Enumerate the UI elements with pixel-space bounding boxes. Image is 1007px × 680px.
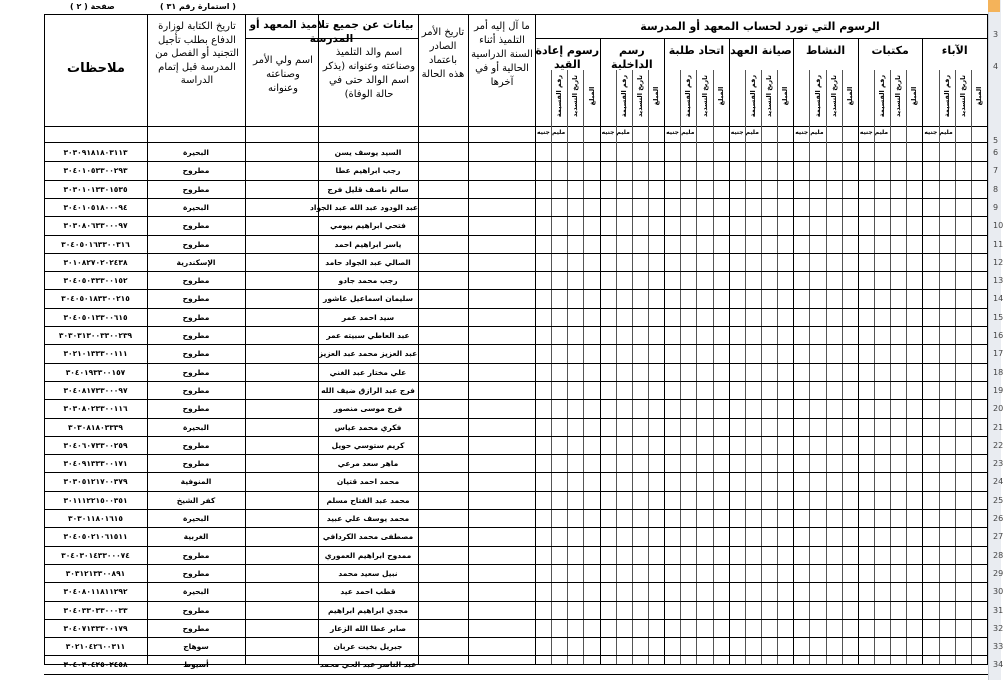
table-row[interactable] [0, 655, 988, 674]
row-number[interactable]: 16 [993, 331, 1004, 340]
national-id-cell[interactable]: ٣٠٣٠٥١٢١٧٠٠٣٧٩ [63, 477, 128, 487]
table-row[interactable] [0, 582, 988, 601]
fees-header-rule [535, 38, 987, 39]
row-number[interactable]: 31 [993, 605, 1004, 615]
student-name-cell[interactable]: كريم ستوسي حويل [331, 440, 405, 450]
national-id-cell[interactable]: ٣٠٤٠٥٠١٦٣٣٠٠٣١٦ [61, 239, 130, 249]
student-name-cell[interactable]: ممدوح ابراهيم العموري [324, 550, 412, 560]
governorate-cell[interactable]: مطروح [182, 239, 210, 249]
national-id-cell[interactable]: ٣٠٣٠٨٠٦٣٣٠٠٠٩٧ [63, 221, 128, 231]
table-row[interactable] [0, 308, 988, 327]
table-top-border [44, 14, 988, 15]
governorate-cell[interactable]: مطروح [182, 550, 210, 560]
student-name-cell[interactable]: مجدي ابراهيم ابراهيم [327, 605, 408, 615]
fee-unit-label: مليم جنيه [730, 129, 759, 136]
row-number[interactable]: 12 [993, 257, 1004, 267]
student-name-cell[interactable]: عبد العزيز محمد عبد العزيز [318, 349, 418, 359]
governorate-cell[interactable]: مطروح [182, 276, 210, 286]
governorate-cell[interactable]: مطروح [182, 184, 210, 194]
national-id-cell[interactable]: ٣٠٣٠٩١٨١٨٠٣١١٣ [63, 148, 128, 157]
row-number[interactable]: 9 [993, 202, 999, 212]
governorate-cell[interactable]: مطروح [182, 568, 210, 578]
fee-sub-label: رقم القسيمة [942, 74, 951, 118]
governorate-cell[interactable]: مطروح [182, 349, 210, 359]
fee-sub-label: تاريخ التسديد [765, 75, 774, 117]
student-name-cell[interactable]: فكري محمد عياس [334, 422, 402, 432]
governorate-cell[interactable]: مطروح [182, 404, 210, 414]
row-number[interactable]: 11 [993, 239, 1004, 249]
fee-sub-label: رقم القسيمة [878, 74, 887, 118]
row-number[interactable]: 19 [993, 385, 1004, 395]
student-name-cell[interactable]: فتحي ابراهيم بيومي [330, 221, 406, 231]
student-name-cell[interactable]: السيد يوسف يسن [334, 148, 402, 157]
fee-sub-label: المبلغ [587, 86, 596, 106]
national-id-cell[interactable]: ٣٠٤٠٣٣٠٣٣٠٠٠٣٣ [63, 605, 128, 615]
header-letter-date: تاريخ الكتابة لوزارة الدفاع بطلب تأجيل التجنيد أو الفصل من المدرسة قبل إتمام الدراسة [155, 21, 239, 86]
fee-unit-label: مليم جنيه [859, 129, 889, 136]
student-name-cell[interactable]: مصطفى محمد الكردافي [322, 532, 414, 542]
table-row[interactable] [0, 418, 988, 437]
row-number[interactable]: 15 [993, 312, 1004, 322]
header-bottom-border [44, 126, 988, 127]
governorate-cell[interactable]: مطروح [182, 294, 210, 304]
row-number[interactable]: 30 [993, 587, 1004, 597]
row-number[interactable]: 10 [993, 221, 1004, 231]
governorate-cell[interactable]: مطروح [182, 605, 210, 615]
table-row[interactable] [0, 289, 988, 308]
row-number[interactable]: 13 [993, 276, 1004, 286]
table-row[interactable] [0, 180, 988, 199]
fee-sub-label: رقم القسيمة [684, 74, 693, 118]
table-row[interactable] [0, 436, 988, 455]
table-row[interactable] [0, 271, 988, 290]
governorate-cell[interactable]: مطروح [182, 623, 210, 633]
student-name-cell[interactable]: علي مختار عبد الغني [329, 367, 407, 377]
student-name-cell[interactable]: قطب احمد عيد [340, 587, 396, 597]
row-number[interactable]: 22 [993, 440, 1004, 450]
fee-unit-label: مليم جنيه [795, 129, 824, 136]
fee-unit-label: مليم جنيه [537, 129, 566, 136]
fee-sub-label: تاريخ التسديد [635, 75, 644, 117]
header-student: اسم والد التلميذ وصناعته وعنوانه (يذكر اسم الوالد حتى في حالة الوفاة) [322, 47, 416, 100]
table-row[interactable] [0, 143, 988, 162]
row-number[interactable]: 33 [993, 642, 1004, 652]
fee-sub-label: المبلغ [652, 86, 661, 106]
governorate-cell[interactable]: سوهاج [183, 642, 209, 652]
student-name-cell[interactable]: رجب ابراهيم عطا [335, 166, 401, 176]
row-number[interactable]: 8 [993, 184, 999, 194]
student-name-cell[interactable]: سليمان اسماعيل عاشور [323, 294, 413, 304]
student-name-cell[interactable]: محمد عبد الفتاح مسلم [326, 495, 410, 505]
national-id-cell[interactable]: ٣٠٤٠٣٠٤٢٥٠٢٤٥٨ [63, 660, 128, 670]
fee-sub-label: المبلغ [974, 86, 983, 106]
national-id-cell[interactable]: ٣٠٤٠٥٠١٨٣٣٠٠٢١٥ [61, 294, 130, 304]
national-id-cell[interactable]: ٣٠٤٠٩١٣٣٣٠٠١٧١ [63, 459, 128, 469]
select-all-corner[interactable] [988, 0, 1000, 12]
row-header-rail [988, 0, 1001, 680]
table-row[interactable] [0, 253, 988, 272]
row-number[interactable]: 14 [993, 294, 1004, 304]
row-number[interactable]: 6 [993, 148, 999, 157]
national-id-cell[interactable]: ٣٠٤٠٣٠١٤٣٣٠٠٠٧٤ [61, 550, 130, 560]
row-number[interactable]: 17 [993, 349, 1004, 359]
table-row[interactable] [0, 546, 988, 565]
governorate-cell[interactable]: البحيرة [182, 148, 209, 157]
national-id-cell[interactable]: ٣٠١٠٨٢٧٠٢٠٢٤٣٨ [63, 257, 128, 267]
table-row[interactable] [0, 601, 988, 620]
national-id-cell[interactable]: ٣٠٤٠٨١٧٣٣٠٠٠٩٧ [63, 385, 128, 395]
governorate-cell[interactable]: البحيرة [182, 587, 209, 597]
national-id-cell[interactable]: ٣٠٤٠٨٠١١٨١١٢٩٢ [63, 587, 128, 597]
header-status: ما آل إليه أمر التلميذ أثناء السنة الدراسية الحالية أو في آخرها [471, 21, 533, 88]
governorate-cell[interactable]: مطروح [182, 166, 210, 176]
student-name-cell[interactable]: الصالي عبد الجواد حامد [325, 257, 411, 267]
table-row[interactable] [0, 344, 988, 363]
table-row[interactable] [0, 527, 988, 546]
fee-group-label: مكتبات [871, 44, 909, 57]
student-name-cell[interactable]: محمد احمد قتيان [336, 477, 400, 487]
student-name-cell[interactable]: سالم ناصف قليل فرج [327, 184, 409, 194]
student-name-cell[interactable]: سيد احمد عمر [341, 312, 395, 322]
national-id-cell[interactable]: ٣٠١١١٢٢١٥٠٠٣٥١ [63, 495, 128, 505]
student-name-cell[interactable]: فرج موسى منصور [333, 404, 403, 414]
governorate-cell[interactable]: مطروح [182, 312, 210, 322]
row-number[interactable]: 20 [993, 404, 1004, 414]
table-row[interactable] [0, 619, 988, 638]
table-row[interactable] [0, 198, 988, 217]
national-id-cell[interactable]: ٣٠٢١٠٤٢٦٠٠٣١١ [65, 642, 126, 652]
fee-sub-label: رقم القسيمة [555, 74, 564, 118]
row-number[interactable]: 5 [993, 136, 999, 145]
table-row[interactable] [0, 161, 988, 180]
row-number[interactable]: 4 [993, 62, 999, 71]
table-row[interactable] [0, 326, 988, 345]
fee-sub-label: المبلغ [910, 86, 919, 106]
table-row[interactable] [0, 509, 988, 528]
student-name-cell[interactable]: محمد يوسف علي عبيد [326, 514, 410, 523]
governorate-cell[interactable]: الغربية [183, 532, 209, 542]
student-name-cell[interactable]: عبد الودود عبد الله عبد الجواد [310, 202, 418, 212]
table-row[interactable] [0, 637, 988, 656]
fee-sub-label: رقم القسيمة [619, 74, 628, 118]
national-id-cell[interactable]: ٣٠٢١٠١٣٣٣٠٠١١١ [63, 349, 128, 359]
row-number[interactable]: 25 [993, 495, 1004, 505]
fee-sub-label: المبلغ [716, 86, 725, 106]
governorate-cell[interactable]: مطروح [182, 459, 210, 469]
header-students-data: بيانات عن جميع تلاميذ المعهد أو المدرسة [249, 19, 414, 45]
row-number[interactable]: 34 [993, 660, 1004, 670]
governorate-cell[interactable]: الإسكندرية [176, 257, 216, 267]
row-number[interactable]: 7 [993, 166, 999, 176]
fee-sub-label: المبلغ [781, 86, 790, 106]
student-name-cell[interactable]: نبيل سعيد محمد [338, 568, 398, 578]
student-name-cell[interactable]: جبريل بخيت عربان [333, 642, 403, 652]
governorate-cell[interactable]: مطروح [182, 367, 210, 377]
fee-sub-label: تاريخ التسديد [958, 75, 967, 117]
national-id-cell[interactable]: ٣٠٤٠١٠٥٣٣٠٠٢٩٣ [63, 166, 128, 176]
fee-sub-label: تاريخ التسديد [571, 75, 580, 117]
fee-group-label: رسم الداخلية [611, 44, 653, 71]
fee-sub-label: رقم القسيمة [813, 74, 822, 118]
fee-group-label: النشاط [805, 44, 846, 57]
governorate-cell[interactable]: مطروح [182, 331, 210, 340]
fee-group-label: رسوم إعادة القيد [535, 44, 600, 71]
student-name-cell[interactable]: ماهر سعد مرعي [337, 459, 399, 469]
table-row[interactable] [0, 216, 988, 235]
table-row[interactable] [0, 472, 988, 491]
table-row[interactable] [0, 491, 988, 510]
fee-sub-label: تاريخ التسديد [700, 75, 709, 117]
fee-unit-label: مليم جنيه [601, 129, 630, 136]
fee-sub-label: المبلغ [845, 86, 854, 106]
national-id-cell[interactable]: ٣٠٤٠٥٠٣٣٣٠٠١٥٢ [63, 276, 128, 286]
row-number[interactable]: 32 [993, 623, 1004, 633]
national-id-cell[interactable]: ٣٠٤٠١٩٣٣٠٠١٥٧ [65, 367, 126, 377]
national-id-cell[interactable]: ٣٠٣٠٨١٨٠٣٣٣٩ [68, 422, 123, 432]
governorate-cell[interactable]: البحيرة [182, 202, 209, 212]
table-row[interactable] [0, 381, 988, 400]
fee-group-label: الآباء [941, 44, 968, 57]
page-label: صفحة ( ٢ ) [70, 2, 115, 11]
national-id-cell[interactable]: ٣٠٤٠٧١٣٣٣٠٠١٧٩ [63, 623, 128, 633]
student-name-cell[interactable]: فرج عبد الرازق ضيف الله [321, 385, 415, 395]
national-id-cell[interactable]: ٣٠٣٠٣١٣٠٠٣٣٠٠٢٣٩ [58, 331, 133, 340]
fee-sub-label: تاريخ التسديد [894, 75, 903, 117]
national-id-cell[interactable]: ٣٠٣٠١١٨٠١٦١٥ [68, 514, 123, 523]
row-number[interactable]: 26 [993, 514, 1004, 523]
header-fees-title: الرسوم التي تورد لحساب المعهد أو المدرسة [640, 20, 880, 33]
national-id-cell[interactable]: ٣٠٣٠١٠١٣٣٠١٥٣٥ [63, 184, 128, 194]
row-number[interactable]: 3 [993, 30, 999, 39]
row-number[interactable]: 24 [993, 477, 1004, 487]
row-number[interactable]: 21 [993, 422, 1004, 432]
table-row[interactable] [0, 454, 988, 473]
governorate-cell[interactable]: البحيرة [182, 514, 209, 523]
governorate-cell[interactable]: مطروح [182, 385, 210, 395]
governorate-cell[interactable]: مطروح [182, 440, 210, 450]
fee-group-label: صيانة العهد [730, 44, 792, 57]
student-name-cell[interactable]: ياسر ابراهيم احمد [334, 239, 402, 249]
student-name-cell[interactable]: رجب محمد جادو [338, 276, 398, 286]
table-row[interactable] [0, 399, 988, 418]
row-number[interactable]: 28 [993, 550, 1004, 560]
fee-group-label: اتحاد طلبة [668, 44, 725, 57]
national-id-cell[interactable]: ٣٠٣١٢١٣٣٠٠٨٩١ [65, 568, 126, 578]
governorate-cell[interactable]: مطروح [182, 221, 210, 231]
national-id-cell[interactable]: ٣٠٣٠٨٠٢٣٣٠٠١١٦ [63, 404, 128, 414]
fee-unit-label: مليم جنيه [924, 129, 953, 136]
national-id-cell[interactable]: ٣٠٤٠٥٠١٣٣٠٠٦١٥ [63, 312, 128, 322]
header-notes: ملاحظات [67, 61, 125, 76]
row-number[interactable]: 23 [993, 459, 1004, 469]
governorate-cell[interactable]: البحيرة [182, 422, 209, 432]
row-number[interactable]: 27 [993, 532, 1004, 542]
form-number-label: ( استمارة رقم ٣١ ) [160, 2, 236, 11]
governorate-cell[interactable]: المنوفية [180, 477, 212, 487]
row-number[interactable]: 29 [993, 568, 1004, 578]
national-id-cell[interactable]: ٣٠٤٠٦٠٧٣٣٠٠٢٥٩ [63, 440, 128, 450]
student-name-cell[interactable]: صابر عطا الله الزعار [330, 623, 406, 633]
fee-sub-label: رقم القسيمة [748, 74, 757, 118]
row-number[interactable]: 18 [993, 367, 1004, 377]
student-name-cell[interactable]: عبد العاطي سبيته عمر [326, 331, 410, 340]
table-row[interactable] [0, 235, 988, 254]
governorate-cell[interactable]: أسيوط [183, 660, 209, 670]
table-row[interactable] [0, 564, 988, 583]
national-id-cell[interactable]: ٣٠٤٠١٠٥١٨٠٠٠٩٤ [63, 202, 128, 212]
fee-unit-label: مليم جنيه [666, 129, 695, 136]
table-row[interactable] [0, 363, 988, 382]
student-name-cell[interactable]: عبد الناصر عبد الحي محمد [319, 660, 417, 670]
national-id-cell[interactable]: ٣٠٤٠٥٠٢١٠٦١٥١١ [63, 532, 128, 542]
header-order-date: تاريخ الأمر الصادر باعتماد هذه الحالة [421, 27, 465, 80]
header-guardian: اسم ولي الأمر وصناعته وعنوانه [253, 55, 313, 94]
governorate-cell[interactable]: كفر الشيخ [176, 495, 216, 505]
fee-sub-label: تاريخ التسديد [829, 75, 838, 117]
